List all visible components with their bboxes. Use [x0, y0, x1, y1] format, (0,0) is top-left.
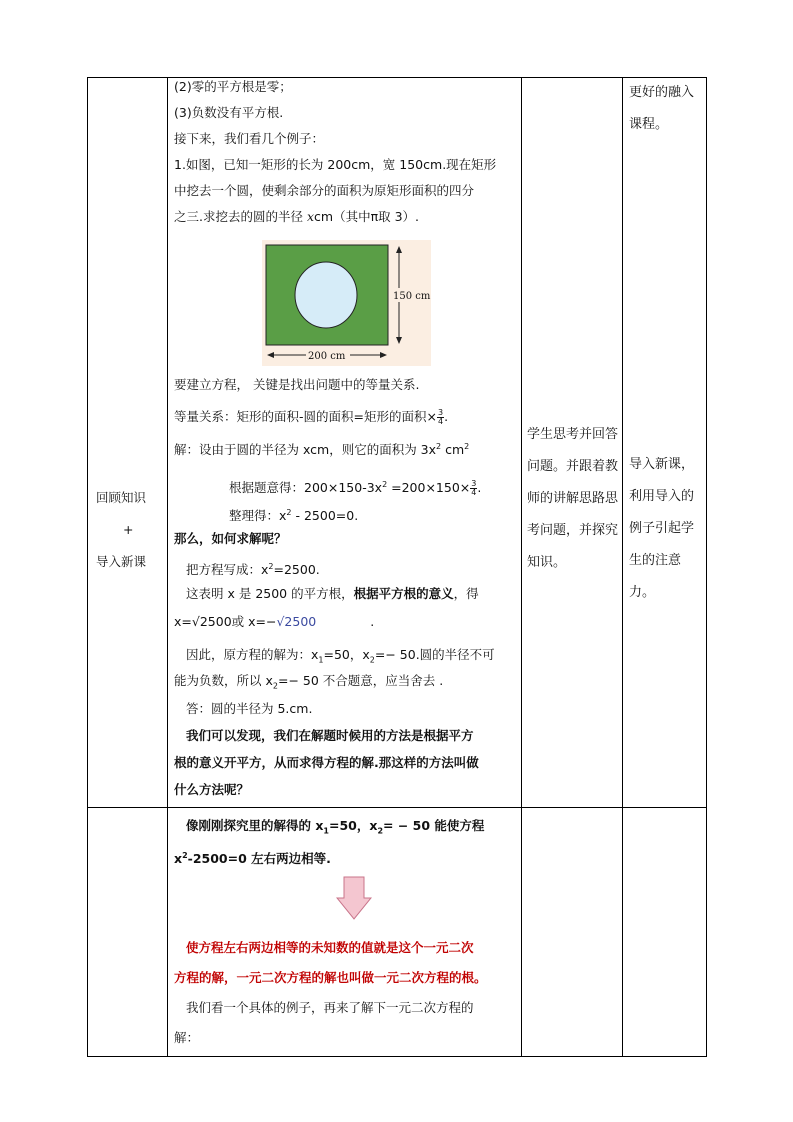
- summary-line: 我们可以发现，我们在解题时候用的方法是根据平方: [186, 728, 474, 743]
- rectangle-circle-figure: [262, 240, 431, 366]
- column-divider-1: [167, 77, 168, 1057]
- content-cell-row1: [172, 77, 518, 807]
- table-border-bottom: [87, 1056, 707, 1057]
- text-line: 接下来，我们看几个例子：: [174, 131, 325, 146]
- text-line: $x^2-2500=0$ 左右两边相等.: [174, 851, 331, 867]
- text-line: (2)零的平方根是零；: [174, 79, 292, 94]
- cut-circle: [295, 262, 357, 328]
- root-line: x=√2500或 x=−√2500 .: [174, 614, 375, 629]
- question-line: 1.如图，已知一矩形的长为 200cm，宽 150cm.现在矩形: [174, 157, 497, 172]
- definition-line: 方程的解，一元二次方程的解也叫做一元二次方程的根。: [174, 970, 487, 985]
- height-label: 150 cm: [393, 291, 431, 302]
- table-border-left: [87, 77, 88, 1057]
- solution-setup: 解：设由于圆的半径为 xcm，则它的面积为 $3x^2$ $cm^2$: [174, 442, 470, 458]
- fraction-three-quarters: $\frac{3}{4}$: [437, 408, 444, 426]
- column-divider-2: [521, 77, 522, 1057]
- question-line: 之三.求挖去的圆的半径 xcm（其中π取 3）.: [174, 209, 419, 224]
- question-heading: 那么，如何求解呢？: [174, 531, 287, 546]
- lesson-table: [87, 77, 707, 1057]
- width-label: 200 cm: [308, 351, 346, 362]
- text-line: 因此，原方程的解为：$x_1=50$，$x_2=- 50$.圆的半径不可: [186, 647, 495, 665]
- text-line: 能为负数，所以 $x_2=- 50$ 不合题意，应当舍去 .: [174, 673, 444, 691]
- summary-line: 什么方法呢？: [174, 782, 250, 797]
- text-line: 这表明 x 是 2500 的平方根，根据平方根的意义，得: [186, 586, 479, 601]
- text-line: 要建立方程， 关键是找出问题中的等量关系.: [174, 377, 420, 392]
- answer-line: 答：圆的半径为 5.cm.: [186, 701, 313, 716]
- fraction-three-quarters: $\frac{3}{4}$: [471, 479, 477, 498]
- text-line: 像刚刚探究里的解得的 $x_1=50$，$x_2= - 50$ 能使方程: [186, 818, 485, 836]
- text-line: 把方程写成：$x^2=2500$.: [186, 562, 320, 578]
- row-label-plus: +: [123, 522, 134, 537]
- text-line: 我们看一个具体的例子，再来了解下一元二次方程的: [186, 1000, 474, 1015]
- content-cell-row2: [172, 808, 518, 1056]
- equation-line: 根据题意得：$200\times 150-3x^2 =200\times 150\times$ $\frac{3}{4}$ .: [229, 479, 482, 498]
- design-intent-top: 更好的融入课程。: [629, 85, 695, 132]
- summary-line: 根的意义开平方，从而求得方程的解.那这样的方法叫做: [174, 755, 479, 770]
- text-line: (3)负数没有平方根.: [174, 105, 284, 120]
- row-label-bottom: 导入新课: [96, 554, 147, 569]
- equality-relation: 等量关系：矩形的面积-圆的面积=矩形的面积× $\frac{3}{4}$ .: [174, 408, 449, 426]
- question-line: 中挖去一个圆，使剩余部分的面积为原矩形面积的四分: [174, 183, 475, 198]
- student-activity: 学生思考并回答问题。并跟着教师的讲解思路思考问题，并探究知识。: [527, 427, 619, 570]
- row-label-top: 回顾知识: [96, 490, 147, 505]
- down-arrow-icon: [336, 876, 372, 920]
- definition-line: 使方程左右两边相等的未知数的值就是这个一元二次: [186, 940, 474, 955]
- table-border-right: [706, 77, 707, 1057]
- column-divider-3: [622, 77, 623, 1057]
- text-line: 解：: [174, 1030, 200, 1045]
- equation-line: 整理得：$x^2 - 2500=0$.: [229, 508, 359, 524]
- design-intent-mid: 导入新课，利用导入的例子引起学生的注意力。: [629, 457, 695, 600]
